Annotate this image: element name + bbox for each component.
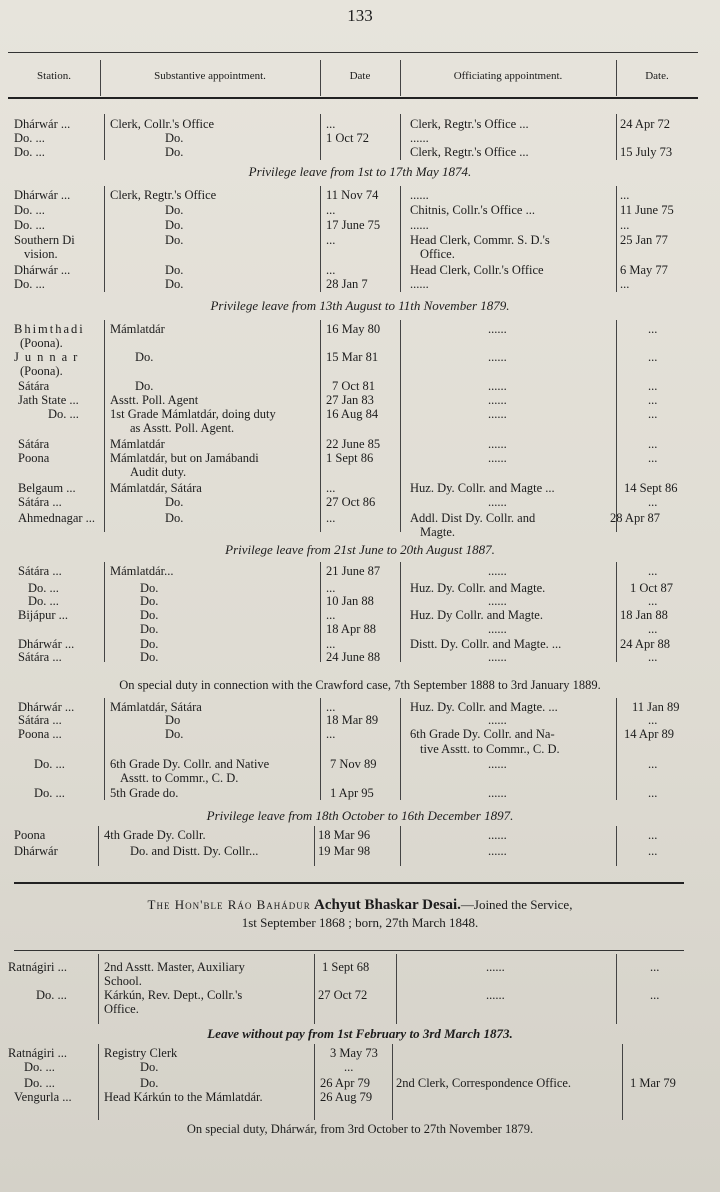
table-row: Do. ... Do. 17 June 75 ...... ... [14, 218, 630, 232]
table-row: Do. 18 Apr 88 ...... ... [140, 622, 658, 636]
header-substantive: Substantive appointment. [154, 70, 266, 82]
table-row: as Asstt. Poll. Agent. [130, 421, 235, 435]
column-rule [320, 60, 321, 96]
table-row: (Poona). [20, 364, 63, 378]
officer-name: Achyut Bhaskar Desai. [314, 897, 461, 913]
service-dates: 1st September 1868 ; born, 27th March 1848. [241, 915, 479, 930]
table-row: Vengurla ... Head Kárkún to the Mámlatdár. 26 Aug 79 [14, 1090, 373, 1104]
table-row: Bijápur ... Do. ... Huz. Dy Collr. and Magte. 18 Jan 88 [18, 608, 668, 622]
table-row: Do. ... Do. 10 Jan 88 ...... ... [28, 594, 658, 608]
column-rule [616, 60, 617, 96]
table-row: Do. ... Kárkún, Rev. Dept., Collr.'s 27 Oct 72 ...... ... [36, 988, 660, 1002]
table-row: Do. ... Do. 26 Apr 79 2nd Clerk, Correspondence Office. 1 Mar 79 [24, 1076, 676, 1090]
column-rule [100, 60, 101, 96]
honorific: The Hon'ble Ráo Bahádur [147, 897, 311, 912]
table-row: Dhárwár ... Do. ... Distt. Dy. Collr. and Magte. ... 24 Apr 88 [18, 637, 670, 651]
table-row: Sátára ... Do 18 Mar 89 ...... ... [18, 713, 658, 727]
table-row: Ahmednagar ... Do. ... Addl. Dist Dy. Collr. and 28 Apr 87 [18, 511, 660, 525]
table-row: Ratnágiri ... Registry Clerk 3 May 73 [8, 1046, 378, 1060]
table-row: Do. ... Do. 1 Oct 72 ...... [14, 131, 429, 145]
service-join-text: —Joined the Service, [460, 897, 573, 912]
table-row: Sátára ... Do. 27 Oct 86 ...... ... [18, 495, 658, 509]
leave-note: Privilege leave from 1st to 17th May 1874. [248, 164, 472, 179]
table-row: Dhárwár ... Clerk, Regtr.'s Office 11 Nov 74 ...... ... [14, 188, 630, 202]
table-row: Dhárwár Do. and Distt. Dy. Collr... 19 Mar 98 ...... ... [14, 844, 658, 858]
table-row: tive Asstt. to Commr., C. D. [420, 742, 560, 756]
table-row: Poona ... Do. ... 6th Grade Dy. Collr. and Na- 14 Apr 89 [18, 727, 674, 741]
table-row: Poona 4th Grade Dy. Collr. 18 Mar 96 ...... ... [14, 828, 658, 842]
header-top-rule [8, 52, 698, 53]
table-row: School. [104, 974, 142, 988]
leave-note: Privilege leave from 21st June to 20th August 1887. [225, 542, 495, 557]
table-row: Do. ... Do. 28 Jan 7 ...... ... [14, 277, 630, 291]
page-number: 133 [347, 6, 373, 25]
table-row: Do. ... 1st Grade Mámlatdár, doing duty 16 Aug 84 ...... ... [48, 407, 658, 421]
header-date2: Date. [645, 70, 669, 82]
table-row: Poona Mámlatdár, but on Jamábandi 1 Sept 86 ...... ... [18, 451, 658, 465]
table-row: Asstt. to Commr., C. D. [120, 771, 239, 785]
table-row: Jath State ... Asstt. Poll. Agent 27 Jan 83 ...... ... [18, 393, 658, 407]
special-duty-note: On special duty in connection with the Crawford case, 7th September 1888 to 3rd January 1889. [119, 678, 601, 692]
header-officiating: Officiating appointment. [453, 70, 563, 82]
table-row: Magte. [420, 525, 456, 539]
column-rule [400, 60, 401, 96]
table-row: Do. ... Do. Clerk, Regtr.'s Office ... 15 July 73 [14, 145, 673, 159]
leave-note: Privilege leave from 13th August to 11th November 1879. [210, 298, 510, 313]
table-row: Dhárwár ... Do. ... Head Clerk, Collr.'s Office 6 May 77 [14, 263, 668, 277]
officer-heading [40, 896, 680, 931]
table-row: Do. ... Do. ... Huz. Dy. Collr. and Magte. 1 Oct 87 [28, 581, 674, 595]
table-row: Belgaum ... Mámlatdár, Sátára ... Huz. Dy. Collr. and Magte ... 14 Sept 86 [18, 481, 678, 495]
table-row: vision. Office. [24, 247, 455, 261]
table-row: (Poona). [20, 336, 63, 350]
table-row: Sátára ... Do. 24 June 88 ...... ... [18, 650, 658, 664]
table-row: Sátára Do. 7 Oct 81 ...... ... [18, 379, 658, 393]
table-row: Office. [104, 1002, 139, 1016]
leave-note: Leave without pay from 1st February to 3rd March 1873. [207, 1026, 513, 1041]
table-row: Sátára ... Mámlatdár... 21 June 87 ...... ... [18, 564, 658, 578]
table-row: Do. ... 5th Grade do. 1 Apr 95 ...... ... [34, 786, 658, 800]
table-row: Do. ... Do. ... Chitnis, Collr.'s Office ... 11 June 75 [14, 203, 674, 217]
table-row: Dhárwár ... Mámlatdár, Sátára ... Huz. Dy. Collr. and Magte. ... 11 Jan 89 [18, 700, 680, 714]
table-row: Southern Di Do. ... Head Clerk, Commr. S. D.'s 25 Jan 77 [14, 233, 668, 247]
table-row: Ratnágiri ... 2nd Asstt. Master, Auxiliary 1 Sept 68 ...... ... [8, 960, 660, 974]
table-row: Junnar Do. 15 Mar 81 ...... ... [14, 350, 658, 364]
section-separator [14, 882, 684, 884]
leave-note: Privilege leave from 18th October to 16th December 1897. [206, 808, 514, 823]
header-bottom-rule [8, 97, 698, 99]
table-row: Dhárwár ... Clerk, Collr.'s Office ... Clerk, Regtr.'s Office ... 24 Apr 72 [14, 117, 670, 131]
header-station: Station. [37, 70, 71, 82]
table-row: Sátára Mámlatdár 22 June 85 ...... ... [18, 437, 658, 451]
table-rule [14, 950, 684, 951]
header-date: Date [349, 70, 371, 82]
table-row: Audit duty. [130, 465, 187, 479]
table-row: Do. ... Do. ... [24, 1060, 354, 1074]
table-row: Do. ... 6th Grade Dy. Collr. and Native 7 Nov 89 ...... ... [34, 757, 658, 771]
special-duty-note: On special duty, Dhárwár, from 3rd October to 27th November 1879. [186, 1122, 534, 1136]
table-row: Bhimthadi Mámlatdár 16 May 80 ...... ... [14, 322, 658, 336]
